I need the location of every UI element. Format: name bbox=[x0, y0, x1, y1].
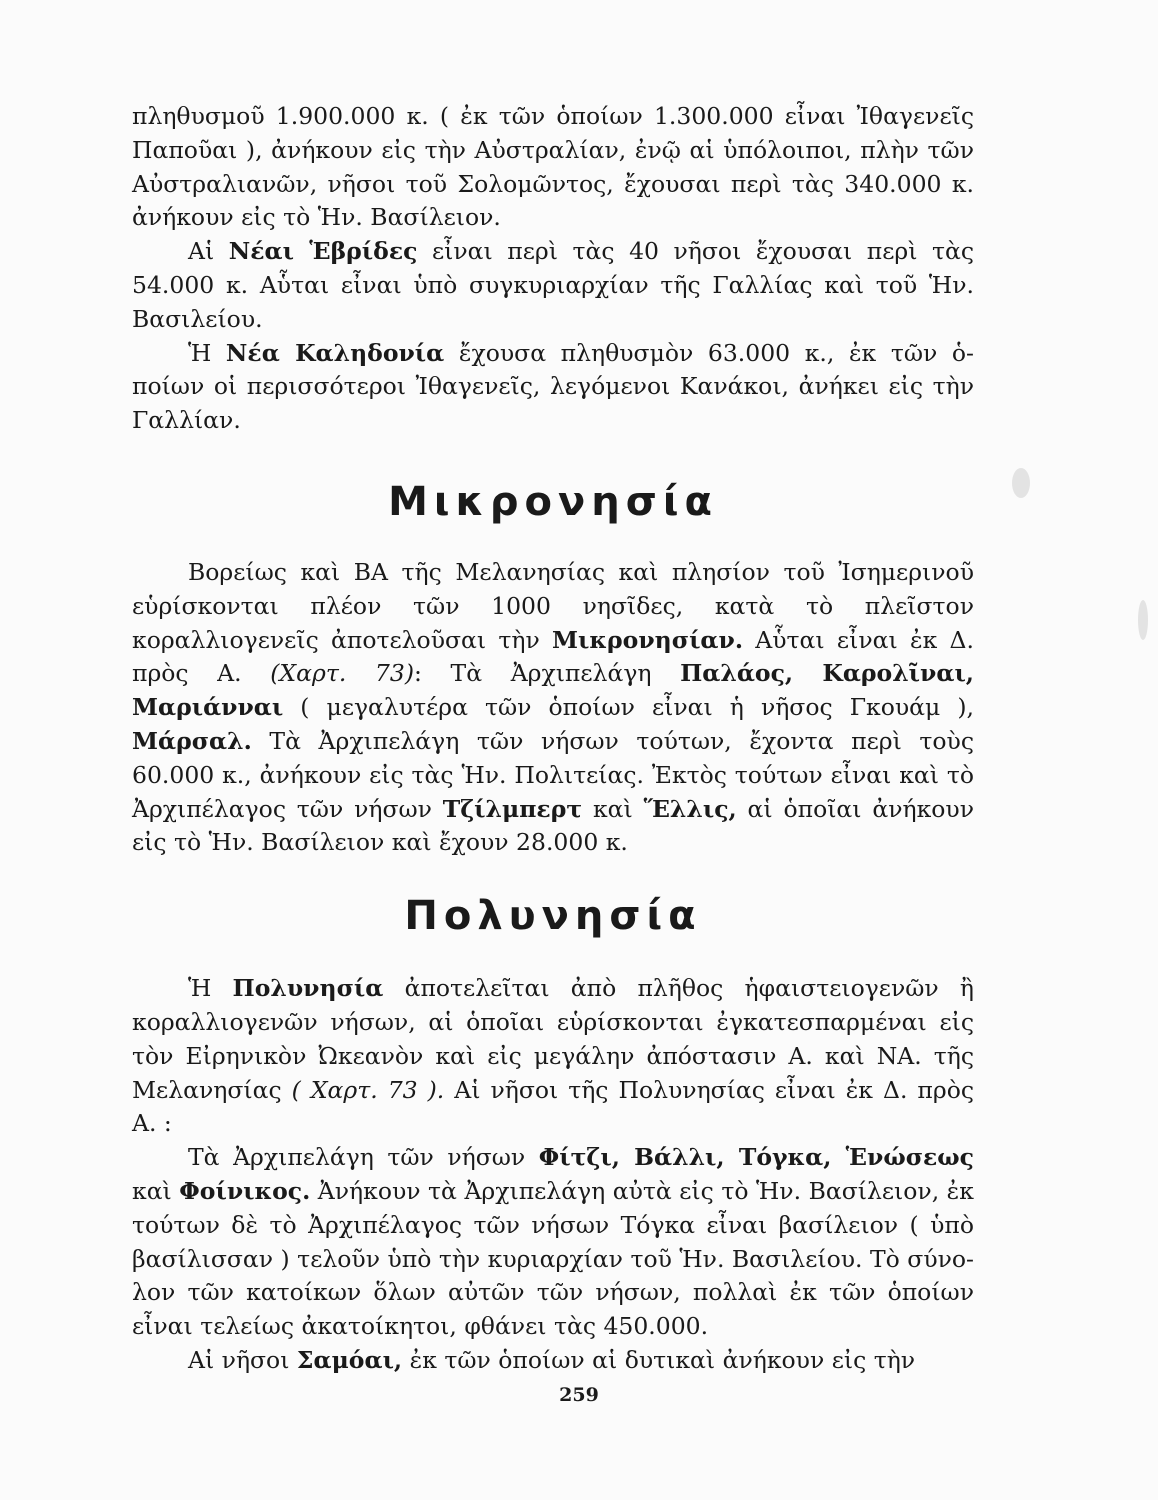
paragraph-text: Ἀνήκουν τὰ Ἀρχιπελάγη αὐτὰ εἰς τὸ Ἡν. Βασίλειον, ἐκ τούτων δὲ τὸ Ἀρχιπέλαγος τῶν νήσων Τόγκα εἶναι βασίλειον ( ὑπὸ βασίλισσαν ) τελοῦν ὑπὸ τὴν κυριαρχίαν τοῦ Ἡν. Βασιλείου. Τὸ σύνολον τῶν κατοίκων ὅλων αὐτῶν τῶν νήσων, πολλαὶ ἐκ τῶν ὁποίων εἶναι τελείως ἀκατοίκητοι, φθάνει τὰς 450.000. bbox=[132, 1176, 974, 1341]
paragraph-samoa bbox=[132, 1344, 974, 1378]
bold-term: Νέα Καληδονία bbox=[225, 338, 445, 367]
paragraph-new-hebrides bbox=[132, 235, 974, 336]
paragraph-text: ἔχουσα πληθυσμὸν 63.000 κ., ἐκ τῶν ὁποίων οἱ περισσότεροι Ἰθαγενεῖς, λεγόμενοι Κανάκοι, ἀνήκει εἰς τὴν Γαλλίαν. bbox=[132, 338, 974, 435]
ink-smudge bbox=[1138, 600, 1148, 640]
paragraph-text: καὶ bbox=[132, 1176, 180, 1205]
bold-term: Ἕλλις, bbox=[643, 794, 737, 823]
bold-term: Μικρονησίαν. bbox=[552, 625, 744, 654]
paragraph-text: ἐκ τῶν ὁποίων αἱ δυτικαὶ ἀνήκουν εἰς τὴν bbox=[402, 1345, 916, 1374]
paragraph-text: πληθυσμοῦ 1.900.000 κ. ( ἐκ τῶν ὁποίων 1.300.000 εἶναι Ἰθαγενεῖς Παποῦαι ), ἀνήκουν εἰς τὴν Αὐστραλίαν, ἐνῷ αἱ ὑπόλοιποι, πλὴν τῶν Αὐστραλιανῶν, νῆσοι τοῦ Σολομῶντος, ἔχουσαι περὶ τὰς 340.000 κ. ἀνήκουν εἰς τὸ Ἡν. Βασίλειον. bbox=[132, 102, 974, 232]
page-number: 259 bbox=[559, 1384, 599, 1406]
text-column bbox=[132, 100, 974, 1378]
paragraph-australia bbox=[132, 100, 974, 235]
paragraph-text: Αὗται εἶναι ἐκ Δ. πρὸς Α. bbox=[132, 625, 975, 688]
bold-term: Νέαι Ἑβρίδες bbox=[228, 237, 418, 266]
bold-term: Σαμόαι, bbox=[296, 1345, 403, 1374]
paragraph-new-caledonia bbox=[132, 337, 974, 438]
bold-term: Πολυνησία bbox=[232, 974, 384, 1003]
paragraph-text: Ἡ bbox=[188, 338, 226, 367]
map-reference: ( Χαρτ. 73 ). bbox=[291, 1075, 445, 1104]
paragraph-text: ἀποτελεῖται ἀπὸ πλῆθος ἡφαιστειογενῶν ἢ κοραλλιογενῶν νήσων, αἱ ὁποῖαι εὑρίσκονται ἐγκατεσπαρμέναι εἰς τὸν Εἰρηνικὸν Ὠκεανὸν καὶ εἰς μεγάλην ἀπόστασιν Α. καὶ ΝΑ. τῆς Μελανησίας bbox=[132, 974, 974, 1104]
paragraph-polynesia bbox=[132, 972, 974, 1141]
paragraph-text: Βορείως καὶ ΒΑ τῆς Μελανησίας καὶ πλησίον τοῦ Ἰσημερινοῦ εὑρίσκονται πλέον τῶν 1000 νησῖδες, κατὰ τὸ πλεῖστον κοραλλιογενεῖς ἀποτελοῦσαι τὴν bbox=[132, 557, 974, 654]
paragraph-micronesia bbox=[132, 556, 974, 860]
bold-term: Φίτζι, Βάλλι, Τόγκα, Ἑνώσεως bbox=[538, 1143, 974, 1172]
bold-term: Μάρσαλ. bbox=[132, 726, 252, 755]
paragraph-text: : Τὰ Ἀρχιπελάγη bbox=[414, 659, 681, 688]
paragraph-text: αἱ ὁποῖαι ἀνήκουν εἰς τὸ Ἡν. Βασίλειον καὶ ἔχουν 28.000 κ. bbox=[132, 794, 974, 857]
paragraph-text: Αἱ νῆσοι bbox=[188, 1345, 297, 1374]
bold-term: Τζίλμπερτ bbox=[442, 794, 583, 823]
map-reference: (Χαρτ. 73) bbox=[270, 659, 414, 688]
paragraph-text: ( μεγαλυτέρα τῶν ὁποίων εἶναι ἡ νῆσος Γκουάμ ), bbox=[283, 693, 974, 722]
paragraph-fiji-tonga bbox=[132, 1141, 974, 1344]
paragraph-text: Αἱ bbox=[188, 237, 229, 266]
paragraph-text: καὶ bbox=[582, 794, 644, 823]
section-heading-micronesia: Μικρονησία bbox=[388, 478, 718, 525]
bold-term: Φοίνικος. bbox=[179, 1176, 311, 1205]
paragraph-text: εἶναι περὶ τὰς 40 νῆσοι ἔχουσαι περὶ τὰς 54.000 κ. Αὗται εἶναι ὑπὸ συγκυριαρχίαν τῆς Γαλλίας καὶ τοῦ Ἡν. Βασιλείου. bbox=[132, 237, 975, 333]
ink-smudge bbox=[1012, 468, 1030, 498]
bold-term: Παλάος, Καρολῖναι, Μαριάνναι bbox=[132, 659, 974, 722]
paragraph-text: Ἡ bbox=[188, 974, 233, 1003]
paragraph-text: Αἱ νῆσοι τῆς Πολυνησίας εἶναι ἐκ Δ. πρὸς Α. : bbox=[132, 1075, 975, 1138]
paragraph-text: Τὰ Ἀρχιπελάγη τῶν νήσων τούτων, ἔχοντα περὶ τοὺς 60.000 κ., ἀνήκουν εἰς τὰς Ἡν. Πολιτείας. Ἐκτὸς τούτων εἶναι καὶ τὸ Ἀρχιπέλαγος τῶν νήσων bbox=[132, 726, 974, 823]
section-heading-polynesia: Πολυνησία bbox=[404, 893, 702, 940]
paragraph-text: Τὰ Ἀρχιπελάγη τῶν νήσων bbox=[188, 1143, 539, 1172]
